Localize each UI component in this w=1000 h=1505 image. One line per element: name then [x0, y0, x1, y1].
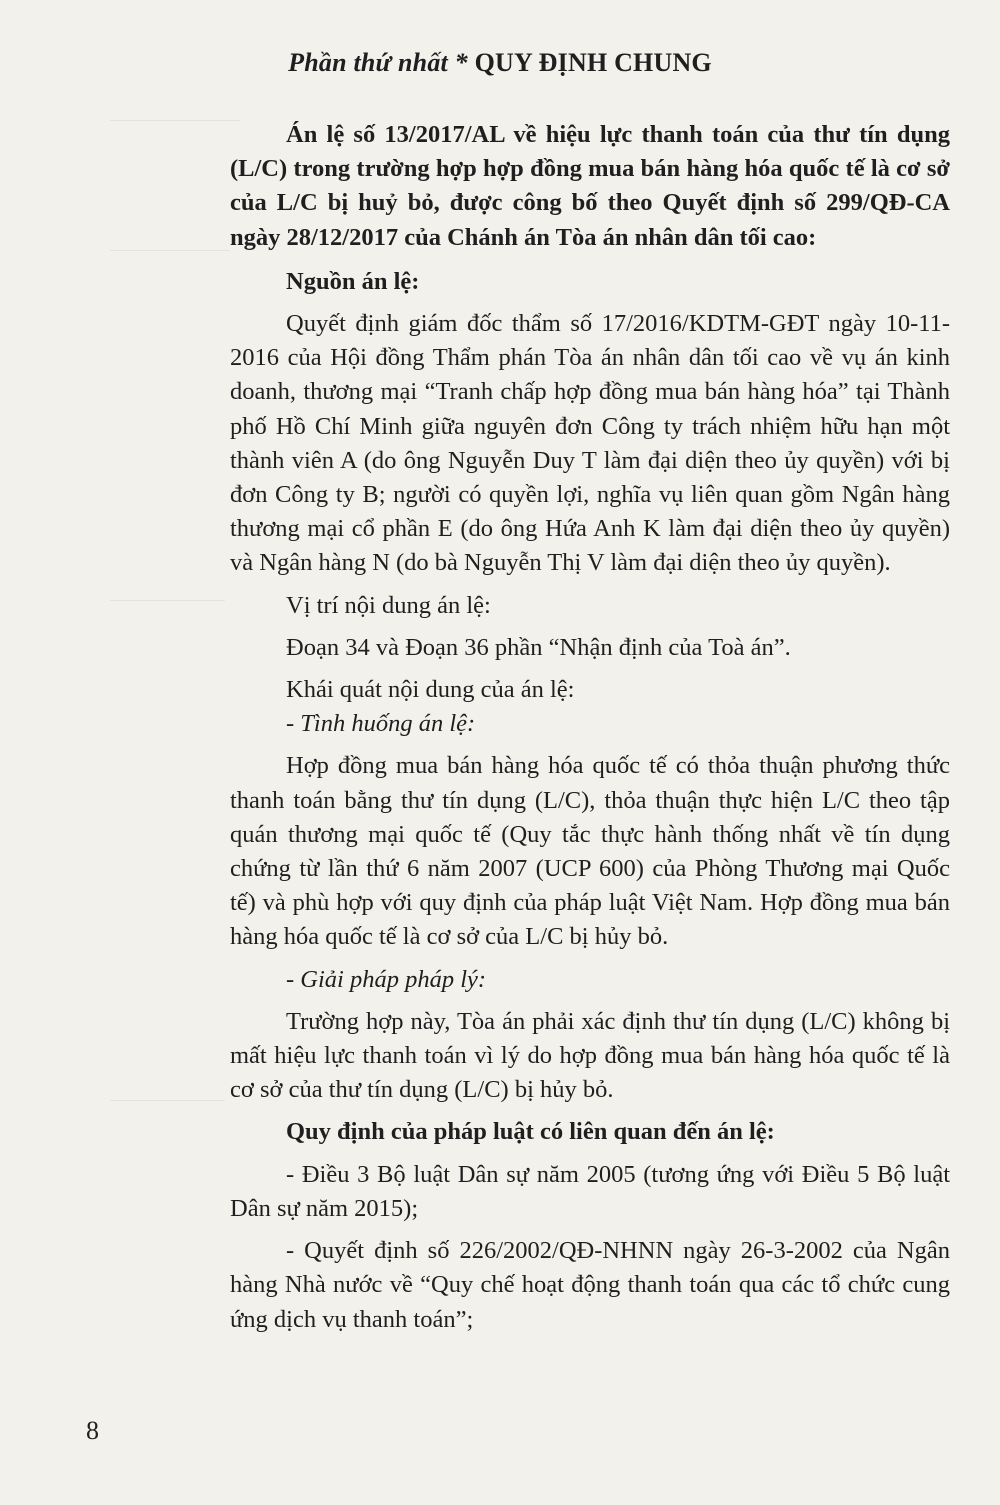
law-heading: Quy định của pháp luật có liên quan đến án lệ: [286, 1118, 775, 1146]
solution-paragraph: Trường hợp này, Tòa án phải xác định thư tín dụng (L/C) không bị mất hiệu lực thanh toán vì lý do hợp đồng mua bán hàng hóa quốc tế là cơ sở của thư tín dụng (L/C) bị hủy bỏ. [230, 1007, 950, 1104]
situation-paragraph: Hợp đồng mua bán hàng hóa quốc tế có thỏa thuận phương thức thanh toán bằng thư tín dụng (L/C), thỏa thuận thực hiện L/C theo tập quán thương mại quốc tế (Quy tắc thực hành thống nhất về tín dụng chứng từ lần thứ 6 năm 2007 (UCP 600) của Phòng Thương mại Quốc tế) và phù hợp với quy định của pháp luật Việt Nam. Hợp đồng mua bán hàng hóa quốc tế là cơ sở của L/C bị hủy bỏ. [230, 752, 950, 951]
position-paragraph: Đoạn 34 và Đoạn 36 phần “Nhận định của Toà án”. [286, 633, 791, 661]
source-paragraph: Quyết định giám đốc thẩm số 17/2016/KDTM-GĐT ngày 10-11-2016 của Hội đồng Thẩm phán Tòa án nhân dân tối cao về vụ án kinh doanh, thương mại “Tranh chấp hợp đồng mua bán hàng hóa” tại Thành phố Hồ Chí Minh giữa nguyên đơn Công ty trách nhiệm hữu hạn một thành viên A (do ông Nguyễn Duy T làm đại diện theo ủy quyền) với bị đơn Công ty B; người có quyền lợi, nghĩa vụ liên quan gồm Ngân hàng thương mại cổ phần E (do ông Hứa Anh K làm đại diện theo ủy quyền) và Ngân hàng N (do bà Nguyễn Thị V làm đại diện theo ủy quyền). [230, 310, 950, 577]
situation-heading: - Tình huống án lệ: [286, 710, 476, 738]
precedent-title: Án lệ số 13/2017/AL về hiệu lực thanh toán của thư tín dụng (L/C) trong trường hợp hợp đồng mua bán hàng hóa quốc tế là cơ sở của L/C bị huỷ bỏ, được công bố theo Quyết định số 299/QĐ-CA ngày 28/12/2017 của Chánh án Tòa án nhân dân tối cao: [230, 121, 950, 251]
law-item: - Điều 3 Bộ luật Dân sự năm 2005 (tương ứng với Điều 5 Bộ luật Dân sự năm 2015); [230, 1160, 950, 1222]
body-text [230, 118, 950, 1337]
source-heading: Nguồn án lệ: [286, 267, 420, 295]
page-number: 8 [86, 1416, 99, 1445]
section-label: Phần thứ nhất * [288, 48, 468, 77]
solution-heading: - Giải pháp pháp lý: [286, 965, 487, 993]
section-title: QUY ĐỊNH CHUNG [474, 48, 712, 77]
law-item: - Quyết định số 226/2002/QĐ-NHNN ngày 26-3-2002 của Ngân hàng Nhà nước về “Quy chế hoạt động thanh toán qua các tổ chức cung ứng dịch vụ thanh toán”; [230, 1237, 950, 1333]
running-header [0, 48, 1000, 78]
summary-heading: Khái quát nội dung của án lệ: [286, 676, 575, 704]
position-heading: Vị trí nội dung án lệ: [286, 591, 491, 619]
